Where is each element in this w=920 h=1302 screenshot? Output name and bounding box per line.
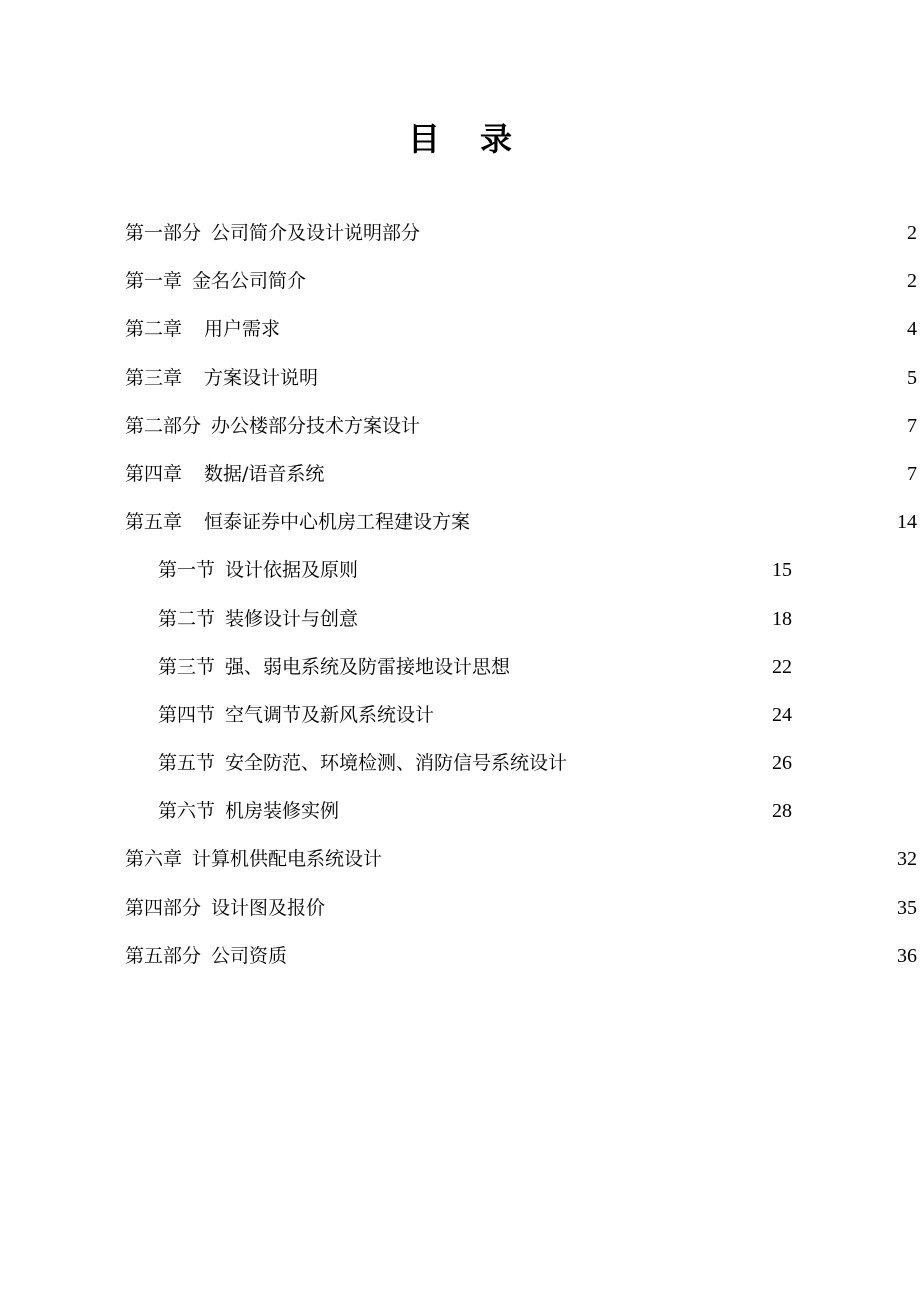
toc-entry-prefix: 第一节 [158,559,216,582]
toc-entry[interactable] [0,748,792,796]
toc-entry-page: 18 [772,607,792,630]
toc-entry-page: 2 [907,270,917,293]
toc-entry-page: 2 [907,222,917,244]
toc-entry-page: 26 [772,752,792,775]
toc-entry-label [158,796,339,826]
toc-entry-prefix: 第一部分 [125,222,202,244]
toc-entry-prefix: 第五章 [125,511,183,534]
toc-entry-page: 36 [897,944,917,967]
toc-entry[interactable] [0,459,917,507]
toc-entry-label [125,266,306,296]
toc-entry-page: 5 [907,366,917,389]
toc-entry-text: 办公楼部分技术方案设计 [211,414,421,437]
toc-entry-label [158,604,358,634]
toc-entry[interactable] [0,314,917,362]
toc-entry-page: 14 [897,511,917,534]
toc-entry[interactable] [0,844,917,892]
toc-entry-label [125,314,280,344]
toc-entry-label [158,748,567,778]
toc-entry-page: 32 [897,848,917,871]
toc-entry-prefix: 第三章 [125,366,183,389]
toc-entry-label [125,941,287,971]
toc-entry-label [125,459,324,489]
toc-entry-text: 设计依据及原则 [225,559,359,582]
toc-entry-text: 空气调节及新风系统设计 [225,703,435,726]
toc-entry[interactable] [0,893,917,941]
toc-entry[interactable] [0,507,917,555]
toc-entry-text: 用户需求 [204,318,281,341]
toc-entry-label [158,555,358,585]
toc-entry[interactable] [0,218,917,266]
title-char-1: 目 [407,120,440,158]
toc-entry[interactable] [0,555,792,603]
toc-entry[interactable] [0,652,792,700]
toc-entry-label [125,893,325,923]
toc-entry[interactable] [0,941,917,989]
toc-entry-page: 22 [772,655,792,678]
toc-entry-page: 24 [772,703,792,726]
toc-entry-page: 7 [907,462,917,485]
toc-entry-label [125,411,420,441]
toc-entry-page: 35 [897,896,917,919]
toc-entry-prefix: 第六章 [125,848,183,871]
toc-entry-page: 4 [907,318,917,341]
toc-entry-text: 数据/语音系统 [204,462,325,485]
title-char-2: 录 [480,120,513,158]
toc-entry-text: 机房装修实例 [225,800,340,823]
toc-entry-prefix: 第二章 [125,318,183,341]
toc-entry-text: 强、弱电系统及防雷接地设计思想 [225,655,511,678]
toc-entry-text: 装修设计与创意 [225,607,359,630]
page-title [0,114,920,160]
toc-entry[interactable] [0,796,792,844]
toc-entry-text: 安全防范、环境检测、消防信号系统设计 [225,752,568,775]
toc-entry-text: 金名公司简介 [192,270,307,293]
toc-entry-text: 公司简介及设计说明部分 [211,222,421,244]
toc-entry-prefix: 第五节 [158,752,216,775]
toc-entry-text: 恒泰证券中心机房工程建设方案 [204,511,471,534]
toc-entry[interactable] [0,700,792,748]
toc-entry-prefix: 第三节 [158,655,216,678]
toc-entry[interactable] [0,604,792,652]
toc-entry-prefix: 第五部分 [125,944,202,967]
toc-entry[interactable] [0,411,917,459]
toc-entry[interactable] [0,363,917,411]
toc-entry-page: 28 [772,800,792,823]
toc-entry-prefix: 第一章 [125,270,183,293]
toc-entry-page: 15 [772,559,792,582]
toc-entry[interactable] [0,266,917,314]
toc-entry-prefix: 第四部分 [125,896,202,919]
toc-entry-label [125,507,470,537]
toc-entry-label [125,844,382,874]
toc-entry-label [158,652,510,682]
toc-entry-prefix: 第二节 [158,607,216,630]
toc-entry-label [125,363,318,393]
toc-entry-prefix: 第二部分 [125,414,202,437]
toc-entry-label [125,218,420,248]
toc-entry-page: 7 [907,414,917,437]
toc-entry-text: 公司资质 [211,944,288,967]
toc-entry-label [158,700,434,730]
toc-entry-text: 计算机供配电系统设计 [192,848,383,871]
toc-entry-prefix: 第六节 [158,800,216,823]
table-of-contents [0,218,920,989]
toc-entry-text: 设计图及报价 [211,896,326,919]
toc-entry-text: 方案设计说明 [204,366,319,389]
toc-entry-prefix: 第四节 [158,703,216,726]
toc-entry-prefix: 第四章 [125,462,183,485]
